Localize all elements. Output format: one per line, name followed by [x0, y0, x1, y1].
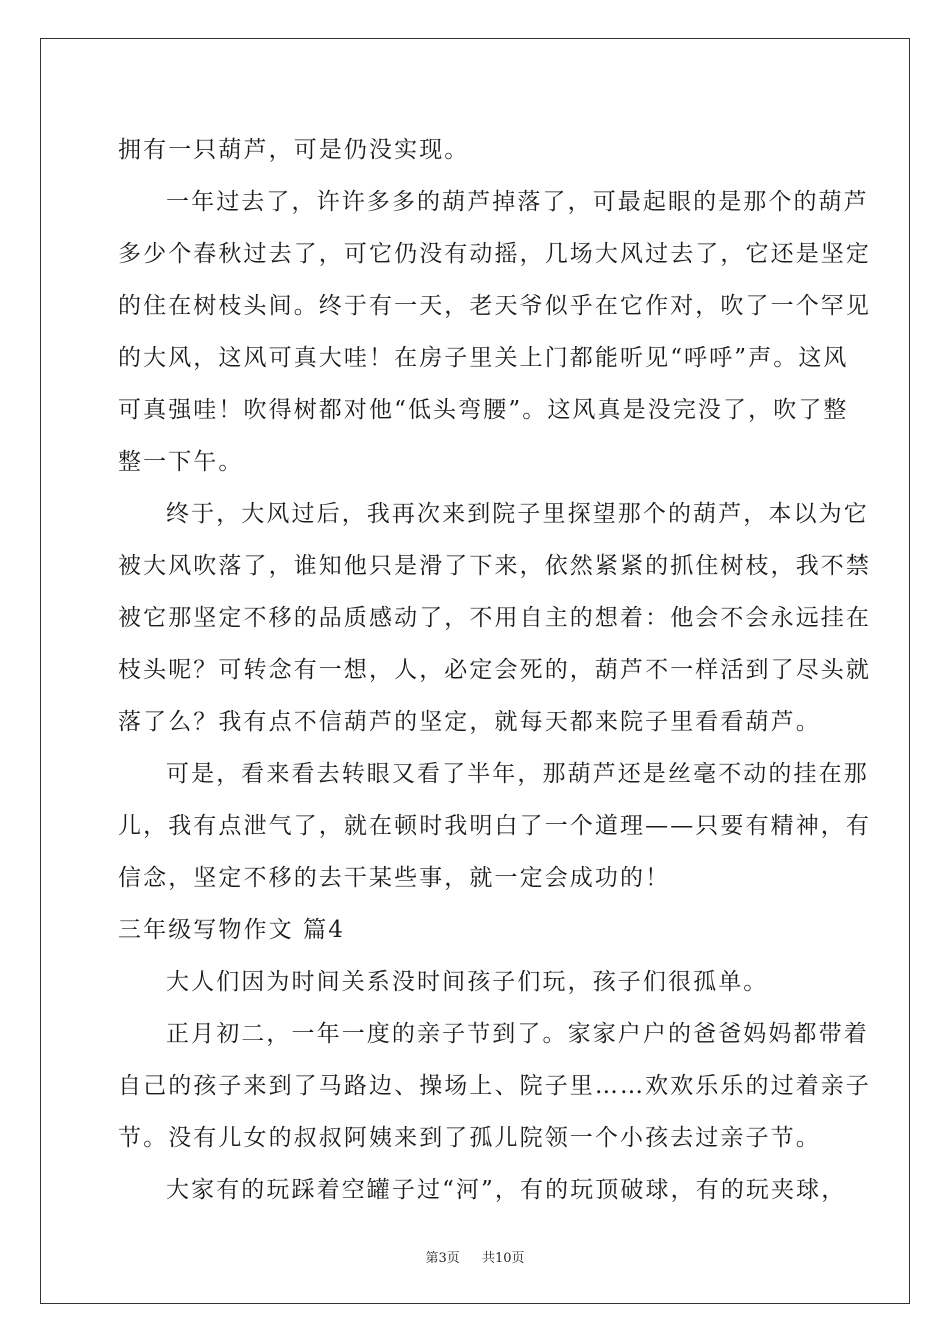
text-line: 整一下午。: [118, 449, 244, 475]
text-line: 的大风，这风可真大哇！在房子里关上门都能听见“呼呼”声。这风: [118, 345, 849, 371]
text-line: 大人们因为时间关系没时间孩子们玩，孩子们很孤单。: [166, 969, 769, 995]
text-line: 大家有的玩踩着空罐子过“河”，有的玩顶破球，有的玩夹球，: [166, 1177, 847, 1203]
document-body: [118, 124, 871, 1216]
text-line: 信念，坚定不移的去干某些事，就一定会成功的！: [118, 865, 671, 891]
text-line: 自己的孩子来到了马路边、操场上、院子里……欢欢乐乐的过着亲子: [118, 1073, 871, 1099]
text-line: 节。没有儿女的叔叔阿姨来到了孤儿院领一个小孩去过亲子节。: [118, 1125, 821, 1151]
page-footer: [0, 1247, 950, 1266]
text-line: 多少个春秋过去了，可它仍没有动摇，几场大风过去了，它还是坚定: [118, 241, 871, 267]
text-line: 被大风吹落了，谁知他只是滑了下来，依然紧紧的抓住树枝，我不禁: [118, 553, 871, 579]
text-line: 儿，我有点泄气了，就在顿时我明白了一个道理——只要有精神，有: [118, 813, 871, 839]
text-line: 正月初二，一年一度的亲子节到了。家家户户的爸爸妈妈都带着: [166, 1021, 869, 1047]
text-line: 枝头呢？可转念有一想，人，必定会死的，葫芦不一样活到了尽头就: [118, 657, 871, 683]
text-line: 可真强哇！吹得树都对他“低头弯腰”。这风真是没完没了，吹了整: [118, 397, 849, 423]
page-total: 共10页: [482, 1251, 525, 1266]
text-line: 一年过去了，许许多多的葫芦掉落了，可最起眼的是那个的葫芦: [166, 189, 869, 215]
text-line: 的住在树枝头间。终于有一天，老天爷似乎在它作对，吹了一个罕见: [118, 293, 871, 319]
text-line: 被它那坚定不移的品质感动了，不用自主的想着：他会不会永远挂在: [118, 605, 871, 631]
text-line: 可是，看来看去转眼又看了半年，那葫芦还是丝毫不动的挂在那: [166, 761, 869, 787]
text-line: 终于，大风过后，我再次来到院子里探望那个的葫芦，本以为它: [166, 501, 869, 527]
section-heading: 三年级写物作文 篇4: [118, 917, 345, 943]
page-number: 第3页: [425, 1251, 460, 1266]
text-line: 拥有一只葫芦，可是仍没实现。: [118, 137, 470, 163]
text-line: 落了么？我有点不信葫芦的坚定，就每天都来院子里看看葫芦。: [118, 709, 821, 735]
